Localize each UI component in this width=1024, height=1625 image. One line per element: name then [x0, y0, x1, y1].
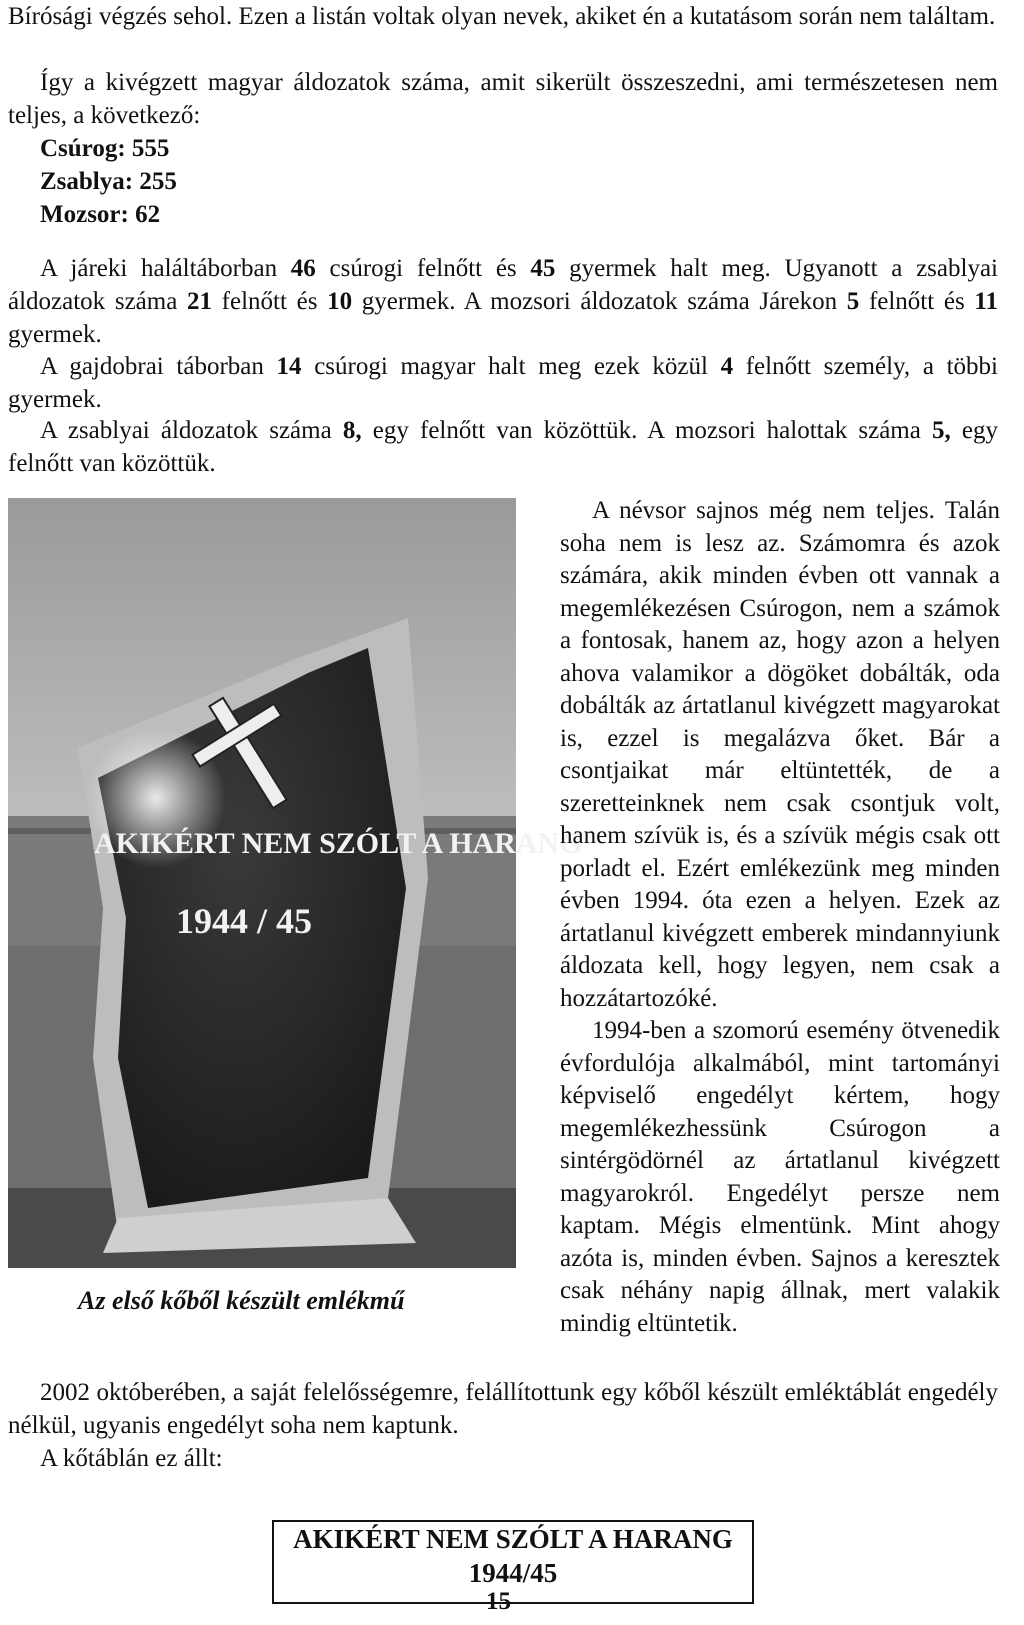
stone-inscription-line1: AKIKÉRT NEM SZÓLT A HARANG	[94, 827, 583, 860]
paragraph-text: Bírósági végzés sehol. Ezen a listán voltak olyan nevek, akiket én a kutatásom során nem találtam.	[8, 3, 996, 30]
paragraph-jarek	[8, 252, 998, 351]
count-number: 255	[139, 168, 177, 195]
victim-count-mozsor	[40, 198, 160, 231]
book-page	[8, 0, 1012, 1625]
paragraph-victims-intro	[8, 66, 998, 132]
page-number: 15	[486, 1588, 511, 1615]
paragraph-zsablya	[8, 414, 998, 480]
inscription-box	[272, 1520, 754, 1604]
memorial-stone-photo	[8, 498, 583, 1268]
victim-count-zsablya	[40, 165, 177, 198]
paragraph-text: A járeki haláltáborban 46 csúrogi felnőtt és 45 gyermek halt meg. Ugyanott a zsablyai áldozatok száma 21 felnőtt és 10 gyermek. A mozsori áldozatok száma Járekon 5 felnőtt és 11 gyermek.	[8, 255, 998, 348]
photo-caption: Az első kőből készült emlékmű	[78, 1286, 405, 1315]
paragraph-text: 1994-ben a szomorú esemény ötvenedik évfordulója alkalmából, mint tartományi képviselő engedélyt kértem, hogy megemlékezhessünk Csúrogon a sintérgödörnél az ártatlanul kivégzett magyarokról. Engedélyt persze nem kaptam. Mégis elmentünk. Mint ahogy azóta is, minden évben. Sajnos a keresztek csak néhány napig állnak, mert valakik mindig eltüntetik.	[560, 1017, 1000, 1337]
lower-text	[8, 1376, 998, 1475]
paragraph-court	[8, 0, 998, 33]
stone-inscription-line2: 1944 / 45	[176, 901, 313, 941]
paragraph-text: A zsablyai áldozatok száma 8, egy felnőtt van közöttük. A mozsori halottak száma 5, egy felnőtt van közöttük.	[8, 417, 998, 477]
paragraph-text: A gajdobrai táborban 14 csúrogi magyar halt meg ezek közül 4 felnőtt személy, a többi gyermek.	[8, 353, 998, 413]
inscription-line1: AKIKÉRT NEM SZÓLT A HARANG	[293, 1524, 733, 1554]
count-number: 62	[135, 201, 161, 228]
count-number: 555	[131, 135, 170, 162]
right-column	[560, 495, 1000, 1340]
inscription-line2: 1944/45	[468, 1558, 558, 1588]
paragraph-gajdobra	[8, 350, 998, 416]
paragraph-text: A névsor sajnos még nem teljes. Talán soha nem is lesz az. Számomra és azok számára, akik minden évben ott vannak a megemlékezésen Csúrogon, nem a számok a fontosak, hanem az, hogy azon a helyen ahova valamikor a dögöket dobálták, oda dobálták az ártatlanul kivégzett magyarokat is, ezzel is megalázva őket. Bár a csontjaikat már eltüntették, de a szeretteinknek nem csak csontjuk volt, hanem szívük is, és a szívük mégis csak ott porladt el. Ezért emlékezünk meg minden évben 1994. óta ezen a helyen. Ezek az ártatlanul kivégzett emberek mindannyiunk áldozata kell, hogy legyen, nem csak a hozzátartozóké.	[560, 497, 1000, 1012]
victim-count-csurog	[40, 132, 169, 165]
count-place: Csúrog:	[40, 135, 126, 162]
paragraph-text: Így a kivégzett magyar áldozatok száma, amit sikerült összeszedni, ami természetesen nem teljes, a következő:	[8, 69, 998, 129]
paragraph-text: A kőtáblán ez állt:	[40, 1445, 223, 1472]
count-place: Mozsor:	[40, 201, 129, 228]
paragraph-text: 2002 októberében, a saját felelősségemre, felállítottunk egy kőből készült emléktáblát engedély nélkül, ugyanis engedélyt soha nem kaptunk.	[8, 1379, 998, 1439]
count-place: Zsablya:	[40, 168, 134, 195]
